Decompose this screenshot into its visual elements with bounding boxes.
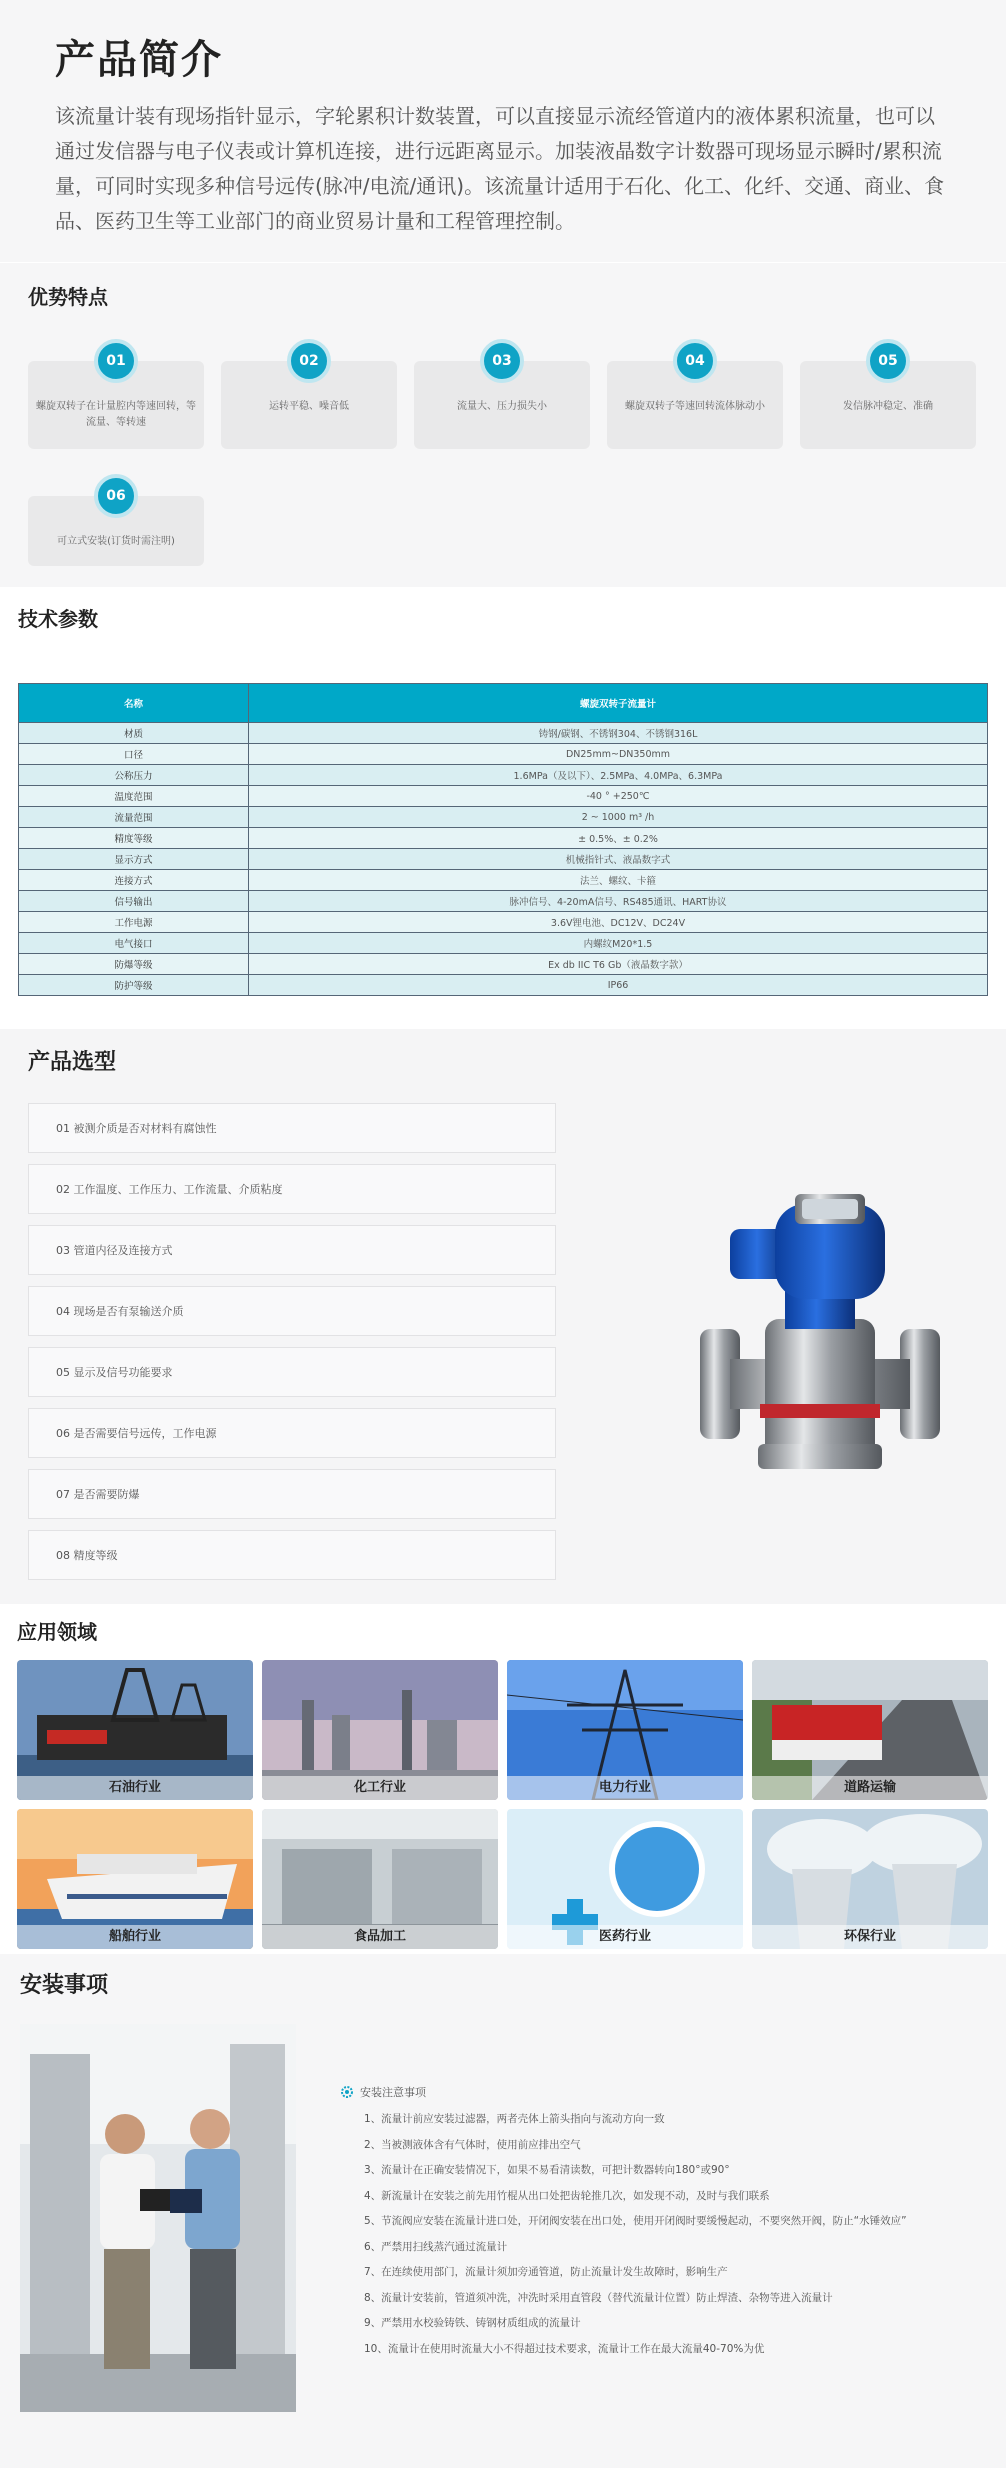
list-item: 5、节流阀应安装在流量计进口处，开闭阀安装在出口处，使用开闭阀时要缓慢起动，不要突然开阀，防止“水锤效应”: [364, 2215, 907, 2227]
selection-item[interactable]: 07 是否需要防爆: [28, 1469, 556, 1519]
tech-title: 技术参数: [18, 607, 98, 631]
application-title: 应用领域: [17, 1620, 97, 1644]
advantage-card: [28, 488, 204, 566]
param-value: Ex db IIC T6 Gb（液晶数字款）: [249, 954, 988, 975]
advantage-number: 05: [866, 339, 910, 383]
advantage-text: 可立式安装(订货时需注明): [57, 536, 175, 547]
application-tile-oil[interactable]: [17, 1660, 253, 1800]
table-row: [19, 828, 988, 849]
application-tile-road[interactable]: [752, 1660, 988, 1800]
advantage-text: 运转平稳、噪音低: [269, 401, 349, 412]
param-value: DN25mm~DN350mm: [249, 744, 988, 765]
param-name: 信号输出: [19, 891, 249, 912]
advantage-text: 螺旋双转子在计量腔内等速回转，等流量、等转速: [36, 401, 196, 428]
param-name: 材质: [19, 723, 249, 744]
install-notes: [340, 2084, 990, 2362]
param-value: ± 0.5%、± 0.2%: [249, 828, 988, 849]
notes-title: 安装注意事项: [360, 2086, 426, 2099]
application-tile-medical[interactable]: [507, 1809, 743, 1949]
list-item: 10、流量计在使用时流量大小不得超过技术要求，流量计工作在最大流量40-70%为优: [364, 2342, 765, 2355]
application-section: [0, 1604, 1006, 1954]
install-title: 安装事项: [20, 1973, 109, 1998]
tech-section: [0, 587, 1006, 1029]
param-value: 机械指针式、液晶数字式: [249, 849, 988, 870]
advantages-title: 优势特点: [28, 285, 108, 309]
param-name: 流量范围: [19, 807, 249, 828]
advantage-card: [414, 353, 590, 449]
selection-title: 产品选型: [28, 1050, 117, 1075]
param-value: 法兰、螺纹、卡箍: [249, 870, 988, 891]
selection-item[interactable]: 06 是否需要信号远传，工作电源: [28, 1408, 556, 1458]
application-tile-environment[interactable]: [752, 1809, 988, 1949]
table-row: [19, 849, 988, 870]
param-value: IP66: [249, 975, 988, 996]
advantage-card: [221, 353, 397, 449]
advantage-number: 04: [673, 339, 717, 383]
selection-item[interactable]: 01 被测介质是否对材料有腐蚀性: [28, 1103, 556, 1153]
param-name: 精度等级: [19, 828, 249, 849]
tile-caption: 化工行业: [262, 1776, 498, 1800]
param-value: -40 ° +250℃: [249, 786, 988, 807]
list-item: 3、流量计在正确安装情况下，如果不易看清读数，可把计数器转向180°或90°: [364, 2164, 730, 2176]
advantage-card: [28, 353, 204, 449]
selection-item[interactable]: 03 管道内径及连接方式: [28, 1225, 556, 1275]
list-item: 1、流量计前应安装过滤器，两者壳体上箭头指向与流动方向一致: [364, 2113, 665, 2125]
param-name: 电气接口: [19, 933, 249, 954]
param-value: 内螺纹M20*1.5: [249, 933, 988, 954]
param-name: 防爆等级: [19, 954, 249, 975]
tile-caption: 道路运输: [752, 1776, 988, 1800]
table-row: [19, 744, 988, 765]
list-item: 4、新流量计在安装之前先用竹棍从出口处把齿轮推几次，如发现不动，及时与我们联系: [364, 2189, 770, 2202]
tile-caption: 石油行业: [17, 1776, 253, 1800]
param-name: 连接方式: [19, 870, 249, 891]
param-name: 温度范围: [19, 786, 249, 807]
selection-section: [0, 1029, 1006, 1604]
intro-title: 产品简介: [55, 37, 223, 83]
application-tile-chemical[interactable]: [262, 1660, 498, 1800]
table-header-row: [19, 684, 988, 723]
table-row: [19, 933, 988, 954]
list-item: 8、流量计安装前，管道须冲洗，冲洗时采用直管段（替代流量计位置）防止焊渣、杂物等进入流量计: [364, 2291, 833, 2304]
advantage-card: [800, 353, 976, 449]
list-item: 2、当被测液体含有气体时，使用前应排出空气: [364, 2138, 581, 2151]
table-row: [19, 954, 988, 975]
advantage-card: [607, 353, 783, 449]
advantage-number: 01: [94, 339, 138, 383]
table-row: [19, 765, 988, 786]
param-value: 脉冲信号、4-20mA信号、RS485通讯、HART协议: [249, 891, 988, 912]
tile-caption: 环保行业: [752, 1925, 988, 1949]
tech-table: [18, 683, 988, 996]
param-name: 工作电源: [19, 912, 249, 933]
table-header-cell: 名称: [19, 684, 249, 723]
advantage-text: 发信脉冲稳定、准确: [843, 401, 933, 412]
table-header-cell: 螺旋双转子流量计: [249, 684, 988, 723]
tile-caption: 医药行业: [507, 1925, 743, 1949]
engineers-photo: [20, 2024, 296, 2412]
table-row: [19, 723, 988, 744]
advantage-text: 螺旋双转子等速回转流体脉动小: [625, 401, 765, 412]
advantage-number: 03: [480, 339, 524, 383]
advantage-text: 流量大、压力损失小: [457, 401, 547, 412]
application-tile-food[interactable]: [262, 1809, 498, 1949]
table-row: [19, 870, 988, 891]
install-section: [0, 1954, 1006, 2468]
tile-caption: 电力行业: [507, 1776, 743, 1800]
list-item: 9、严禁用水校验铸铁、铸钢材质组成的流量计: [364, 2317, 581, 2329]
intro-section: [0, 0, 1006, 262]
tile-caption: 船舶行业: [17, 1925, 253, 1949]
selection-item[interactable]: 05 显示及信号功能要求: [28, 1347, 556, 1397]
notes-heading: [340, 2084, 990, 2100]
table-row: [19, 786, 988, 807]
tile-caption: 食品加工: [262, 1925, 498, 1949]
selection-item[interactable]: 08 精度等级: [28, 1530, 556, 1580]
advantage-number: 06: [94, 474, 138, 518]
param-value: 3.6V锂电池、DC12V、DC24V: [249, 912, 988, 933]
table-row: [19, 891, 988, 912]
param-name: 显示方式: [19, 849, 249, 870]
param-name: 防护等级: [19, 975, 249, 996]
selection-item[interactable]: 04 现场是否有泵输送介质: [28, 1286, 556, 1336]
intro-text: 该流量计装有现场指针显示，字轮累积计数装置，可以直接显示流经管道内的液体累积流量，也可以通过发信器与电子仪表或计算机连接，进行远距离显示。加装液晶数字计数器可现场显示瞬时/累积流量，可同时实现多种信号远传(脉冲/电流/通讯)。该流量计适用于石化、化工、化纤、交通、商业、食品、医药卫生等工业部门的商业贸易计量和工程管理控制。: [55, 104, 945, 233]
param-value: 铸钢/碳钢、不锈钢304、不锈钢316L: [249, 723, 988, 744]
advantages-section: [0, 262, 1006, 587]
selection-item[interactable]: 02 工作温度、工作压力、工作流量、介质粘度: [28, 1164, 556, 1214]
param-value: 1.6MPa（及以下）、2.5MPa、4.0MPa、6.3MPa: [249, 765, 988, 786]
application-tile-ship[interactable]: [17, 1809, 253, 1949]
advantages-grid: [28, 324, 978, 584]
flowmeter-image: [690, 1189, 950, 1479]
param-name: 口径: [19, 744, 249, 765]
gear-icon: [340, 2085, 354, 2099]
advantage-number: 02: [287, 339, 331, 383]
notes-list: [340, 2107, 990, 2362]
application-tile-power[interactable]: [507, 1660, 743, 1800]
list-item: 7、在连续使用部门，流量计须加旁通管道，防止流量计发生故障时，影响生产: [364, 2266, 728, 2278]
table-row: [19, 807, 988, 828]
list-item: 6、严禁用扫线蒸汽通过流量计: [364, 2240, 508, 2253]
table-row: [19, 975, 988, 996]
param-name: 公称压力: [19, 765, 249, 786]
table-row: [19, 912, 988, 933]
param-value: 2 ~ 1000 m³ /h: [249, 807, 988, 828]
